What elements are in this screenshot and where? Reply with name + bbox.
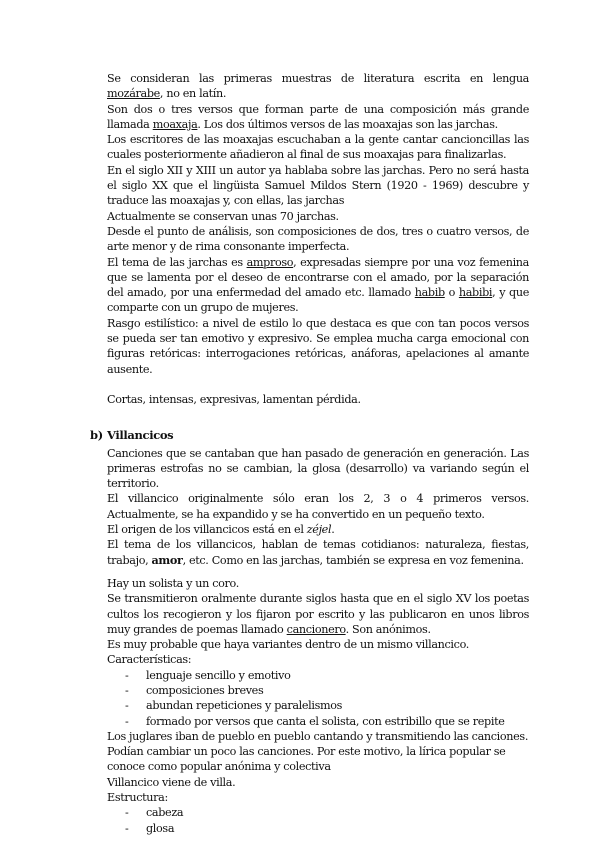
paragraph: Desde el punto de análisis, son composiciones de dos, tres o cuatro versos, de arte menor y de rima consonante imperfecta. [107,224,529,254]
term-habibi: habibi [458,286,493,300]
dash-bullet: - [125,714,129,728]
term-mozarabe: mozárabe [107,87,160,101]
list-item: - abundan repeticiones y paralelismos [125,699,343,713]
document-body [90,71,529,836]
paragraph: Hay un solista y un coro. [107,576,239,590]
paragraph: Rasgo estilístico: a nivel de estilo lo que destaca es que con tan pocos versos se pueda ser tan emotivo y expresivo. Se emplea mucha carga emocional con figuras retóricas: interrogaciones retóricas, anáforas, apelaciones al amante ausente. [107,316,529,376]
term-habib: habib [414,286,445,300]
dash-bullet: - [125,668,129,682]
paragraph: Los escritores de las moaxajas escuchaban a la gente cantar cancioncillas las cuales posteriormente añadieron al final de sus moaxajas para finalizarlas. [107,133,529,162]
paragraph: Podían cambiar un poco las canciones. Por este motivo, la lírica popular se conoce como popular anónima y colectiva [107,745,506,774]
dash-bullet: - [125,683,129,697]
paragraph: El tema de las jarchas es amproso, expresadas siempre por una voz femenina que se lamenta por el deseo de encontrarse con el amado, por la separación del amado, por una enfermedad del amado etc. llamado habib o habibi, y que comparte con un grupo de mujeres. [107,255,529,315]
paragraph: Son dos o tres versos que forman parte de una composición más grande llamada moaxaja. Los dos últimos versos de las moaxajas son las jarchas. [107,102,529,131]
section-title: Villancicos [107,428,174,443]
list-item: - cabeza [125,806,184,820]
spacer [107,377,529,392]
list-item: - composiciones breves [125,683,264,697]
list-label: Características: [107,653,192,667]
dash-bullet: - [125,821,129,835]
paragraph: Canciones que se cantaban que han pasado de generación en generación. Las primeras estrofas no se cambian, la glosa (desarrollo) va variando según el territorio. [107,446,529,491]
paragraph: Es muy probable que haya variantes dentro de un mismo villancico. [107,638,469,652]
paragraph: Se consideran las primeras muestras de literatura escrita en lengua mozárabe, no en latín. [107,72,529,101]
list-item: - formado por versos que canta el solista, con estribillo que se repite [125,714,505,728]
paragraph: Actualmente se conservan unas 70 jarchas. [107,209,339,223]
list-item: - lenguaje sencillo y emotivo [125,668,291,682]
list-item: - glosa [125,821,175,835]
paragraph: Villancico viene de villa. [107,775,236,789]
list-label: Estructura: [107,791,168,805]
section-marker: b) [90,428,103,443]
term-zejel: zéjel [306,523,332,537]
spacer [107,568,529,576]
paragraph: El villancico originalmente sólo eran los 2, 3 o 4 primeros versos. Actualmente, se ha expandido y se ha convertido en un pequeño texto. [107,492,529,521]
structure-list [107,805,529,836]
term-cancionero: cancionero [286,622,346,636]
section-heading [90,428,529,443]
term-amor: amor [151,552,183,567]
dash-bullet: - [125,699,129,713]
paragraph: El tema de los villancicos, hablan de temas cotidianos: naturaleza, fiestas, trabajo, amor, etc. Como en las jarchas, también se expresa en voz femenina. [107,538,529,567]
term-amproso: amproso [246,255,294,269]
dash-bullet: - [125,806,129,820]
features-list [107,668,529,729]
summary-line: Cortas, intensas, expresivas, lamentan pérdida. [107,392,361,406]
paragraph: En el siglo XII y XIII un autor ya hablaba sobre las jarchas. Pero no será hasta el siglo XX que el lingüista Samuel Mildos Stern (1920 - 1969) descubre y traduce las moaxajas y, con ellas, las jarchas [107,163,529,208]
paragraph: Los juglares iban de pueblo en pueblo cantando y transmitiendo las canciones. [107,729,529,743]
spacer [107,407,529,422]
term-moaxaja: moaxaja [152,117,198,131]
paragraph: El origen de los villancicos está en el zéjel. [107,523,335,537]
paragraph: Se transmitieron oralmente durante siglos hasta que en el siglo XV los poetas cultos los recogieron y los fijaron por escrito y las publicaron en unos libros muy grandes de poemas llamado cancionero. Son anónimos. [107,592,529,636]
